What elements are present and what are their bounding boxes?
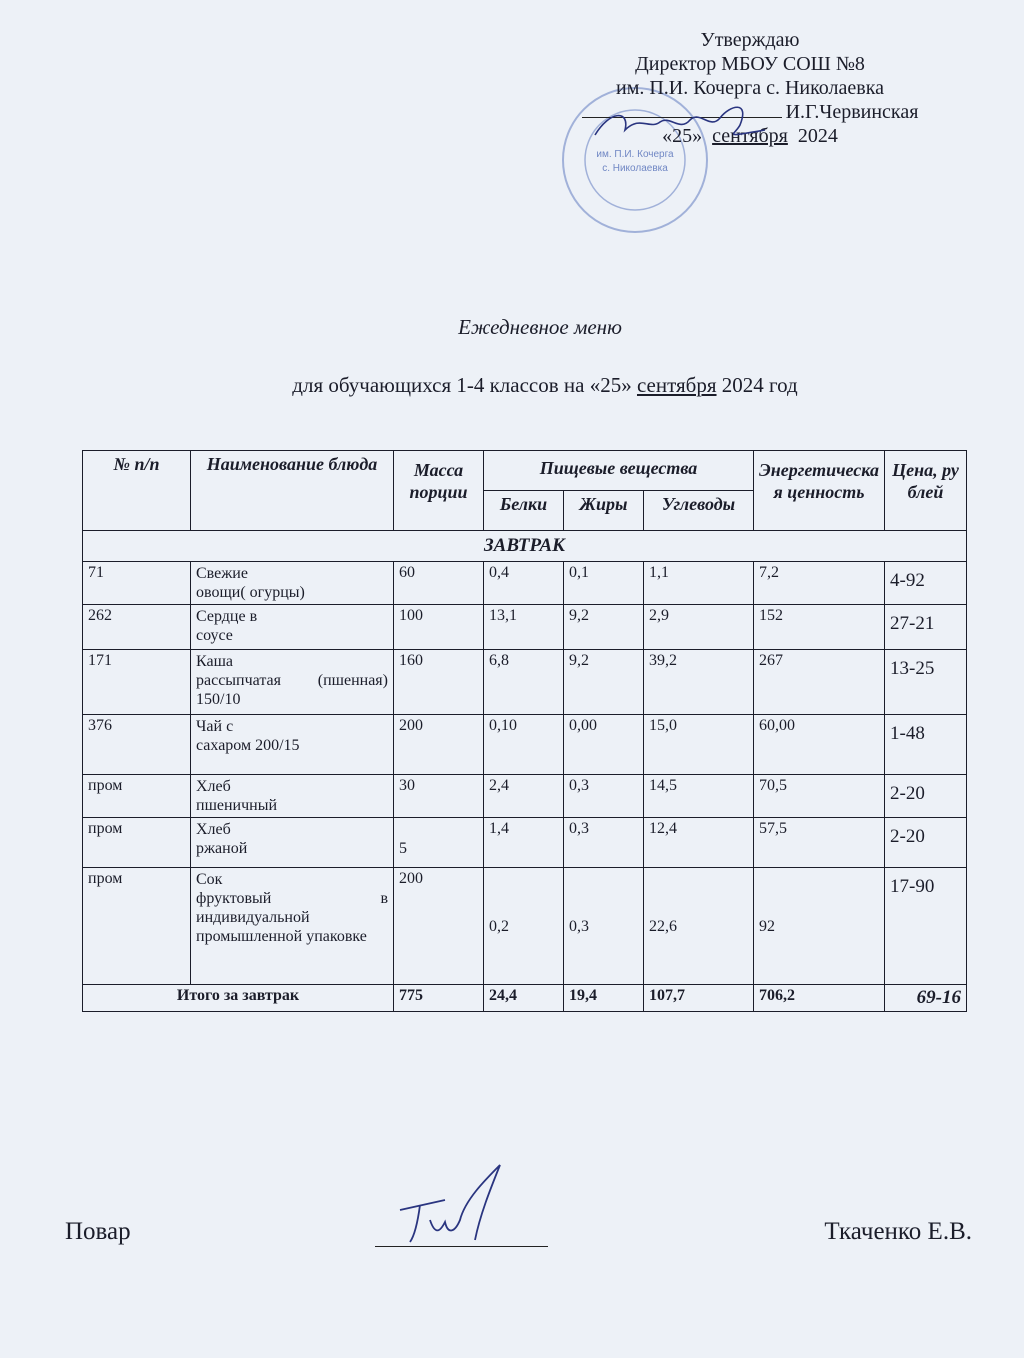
row-name-first: Хлеб bbox=[196, 821, 231, 838]
approver-name: И.Г.Червинская bbox=[785, 101, 919, 123]
subtitle-suffix: 2024 год bbox=[721, 373, 798, 397]
row-mass: 60 bbox=[394, 562, 484, 605]
row-protein: 2,4 bbox=[484, 775, 564, 818]
footer-role: Повар bbox=[65, 1218, 131, 1245]
row-name bbox=[191, 650, 394, 715]
row-num: пром bbox=[83, 818, 191, 868]
row-price: 2-20 bbox=[885, 818, 967, 868]
header-nutrients: Пищевые вещества bbox=[484, 451, 754, 491]
row-mass: 200 bbox=[394, 868, 484, 985]
cook-signature bbox=[390, 1160, 520, 1250]
row-num: 262 bbox=[83, 605, 191, 650]
row-name-rest: соусе bbox=[196, 627, 233, 644]
total-protein: 24,4 bbox=[484, 985, 564, 1012]
header-carbs: Углеводы bbox=[644, 491, 754, 531]
row-carbs: 12,4 bbox=[644, 818, 754, 868]
row-fat: 9,2 bbox=[564, 605, 644, 650]
row-name-rest: овощи( огурцы) bbox=[196, 584, 305, 601]
row-fat: 0,3 bbox=[564, 818, 644, 868]
table-row bbox=[83, 562, 967, 605]
approval-month: сентября bbox=[712, 125, 788, 147]
row-mass: 30 bbox=[394, 775, 484, 818]
row-fat: 0,3 bbox=[564, 775, 644, 818]
row-carbs: 1,1 bbox=[644, 562, 754, 605]
svg-text:с. Николаевка: с. Николаевка bbox=[602, 163, 668, 174]
row-protein: 6,8 bbox=[484, 650, 564, 715]
row-energy: 70,5 bbox=[754, 775, 885, 818]
row-carbs: 22,6 bbox=[644, 868, 754, 985]
document-subtitle bbox=[0, 373, 1024, 398]
row-name-rest: рассыпчатая (пшенная) 150/10 bbox=[196, 672, 388, 708]
row-name bbox=[191, 868, 394, 985]
row-protein: 0,10 bbox=[484, 715, 564, 775]
footer-name: Ткаченко Е.В. bbox=[824, 1218, 972, 1245]
total-mass: 775 bbox=[394, 985, 484, 1012]
svg-text:им. П.И. Кочерга: им. П.И. Кочерга bbox=[596, 149, 674, 160]
row-fat: 0,3 bbox=[564, 868, 644, 985]
total-price: 69-16 bbox=[885, 985, 967, 1012]
row-num: 71 bbox=[83, 562, 191, 605]
row-mass: 160 bbox=[394, 650, 484, 715]
row-price: 17-90 bbox=[885, 868, 967, 985]
row-energy: 60,00 bbox=[754, 715, 885, 775]
row-price: 4-92 bbox=[885, 562, 967, 605]
header-price: Цена, рублей bbox=[885, 451, 967, 531]
menu-table bbox=[82, 450, 967, 1012]
row-energy: 152 bbox=[754, 605, 885, 650]
table-row bbox=[83, 715, 967, 775]
subtitle-prefix: для обучающихся 1-4 классов на «25» bbox=[292, 373, 632, 397]
row-name-first: Каша bbox=[196, 653, 233, 670]
row-protein: 0,2 bbox=[484, 868, 564, 985]
approver-position: Директор МБОУ СОШ №8 bbox=[635, 53, 865, 75]
header-fat: Жиры bbox=[564, 491, 644, 531]
row-name-first: Чай с bbox=[196, 718, 234, 735]
row-fat: 9,2 bbox=[564, 650, 644, 715]
approval-day: «25» bbox=[662, 125, 703, 147]
row-name bbox=[191, 605, 394, 650]
school-name: им. П.И. Кочерга с. Николаевка bbox=[615, 77, 885, 99]
row-fat: 0,00 bbox=[564, 715, 644, 775]
document-title: Ежедневное меню bbox=[458, 315, 622, 339]
approval-year: 2024 bbox=[797, 125, 838, 147]
subtitle-month: сентября bbox=[636, 373, 717, 397]
row-name bbox=[191, 715, 394, 775]
row-name-rest: сахаром 200/15 bbox=[196, 737, 300, 754]
row-energy: 267 bbox=[754, 650, 885, 715]
approval-heading: Утверждаю bbox=[700, 29, 800, 51]
row-name-first: Свежие bbox=[196, 565, 248, 582]
table-row bbox=[83, 650, 967, 715]
row-price: 2-20 bbox=[885, 775, 967, 818]
section-breakfast: ЗАВТРАК bbox=[83, 531, 967, 562]
row-energy: 92 bbox=[754, 868, 885, 985]
row-carbs: 39,2 bbox=[644, 650, 754, 715]
director-signature bbox=[590, 100, 770, 150]
row-protein: 0,4 bbox=[484, 562, 564, 605]
row-name bbox=[191, 775, 394, 818]
row-name-rest: фруктовый в индивидуальной промышленной упаковке bbox=[196, 890, 388, 945]
row-name-first: Сок bbox=[196, 871, 223, 888]
header-mass: Масса порции bbox=[394, 451, 484, 531]
total-row bbox=[83, 985, 967, 1012]
row-name-rest: пшеничный bbox=[196, 797, 278, 814]
row-name bbox=[191, 818, 394, 868]
table-row bbox=[83, 868, 967, 985]
row-protein: 13,1 bbox=[484, 605, 564, 650]
row-num: пром bbox=[83, 775, 191, 818]
table-row bbox=[83, 605, 967, 650]
row-price: 27-21 bbox=[885, 605, 967, 650]
row-price: 13-25 bbox=[885, 650, 967, 715]
row-carbs: 2,9 bbox=[644, 605, 754, 650]
row-num: 376 bbox=[83, 715, 191, 775]
row-fat: 0,1 bbox=[564, 562, 644, 605]
row-energy: 7,2 bbox=[754, 562, 885, 605]
header-num: № п/п bbox=[83, 451, 191, 531]
row-carbs: 15,0 bbox=[644, 715, 754, 775]
row-carbs: 14,5 bbox=[644, 775, 754, 818]
row-name-rest: ржаной bbox=[196, 840, 248, 857]
table-row bbox=[83, 818, 967, 868]
table-row bbox=[83, 775, 967, 818]
row-energy: 57,5 bbox=[754, 818, 885, 868]
total-energy: 706,2 bbox=[754, 985, 885, 1012]
header-name: Наименование блюда bbox=[191, 451, 394, 531]
row-name-first: Сердце в bbox=[196, 608, 258, 625]
total-carbs: 107,7 bbox=[644, 985, 754, 1012]
row-num: пром bbox=[83, 868, 191, 985]
header-protein: Белки bbox=[484, 491, 564, 531]
total-fat: 19,4 bbox=[564, 985, 644, 1012]
row-mass: 5 bbox=[394, 818, 484, 868]
row-protein: 1,4 bbox=[484, 818, 564, 868]
row-name-first: Хлеб bbox=[196, 778, 231, 795]
total-label: Итого за завтрак bbox=[83, 985, 394, 1012]
row-price: 1-48 bbox=[885, 715, 967, 775]
row-name bbox=[191, 562, 394, 605]
header-energy: Энергетическая ценность bbox=[754, 451, 885, 531]
row-num: 171 bbox=[83, 650, 191, 715]
row-mass: 100 bbox=[394, 605, 484, 650]
row-mass: 200 bbox=[394, 715, 484, 775]
footer-signature-line bbox=[375, 1246, 548, 1247]
